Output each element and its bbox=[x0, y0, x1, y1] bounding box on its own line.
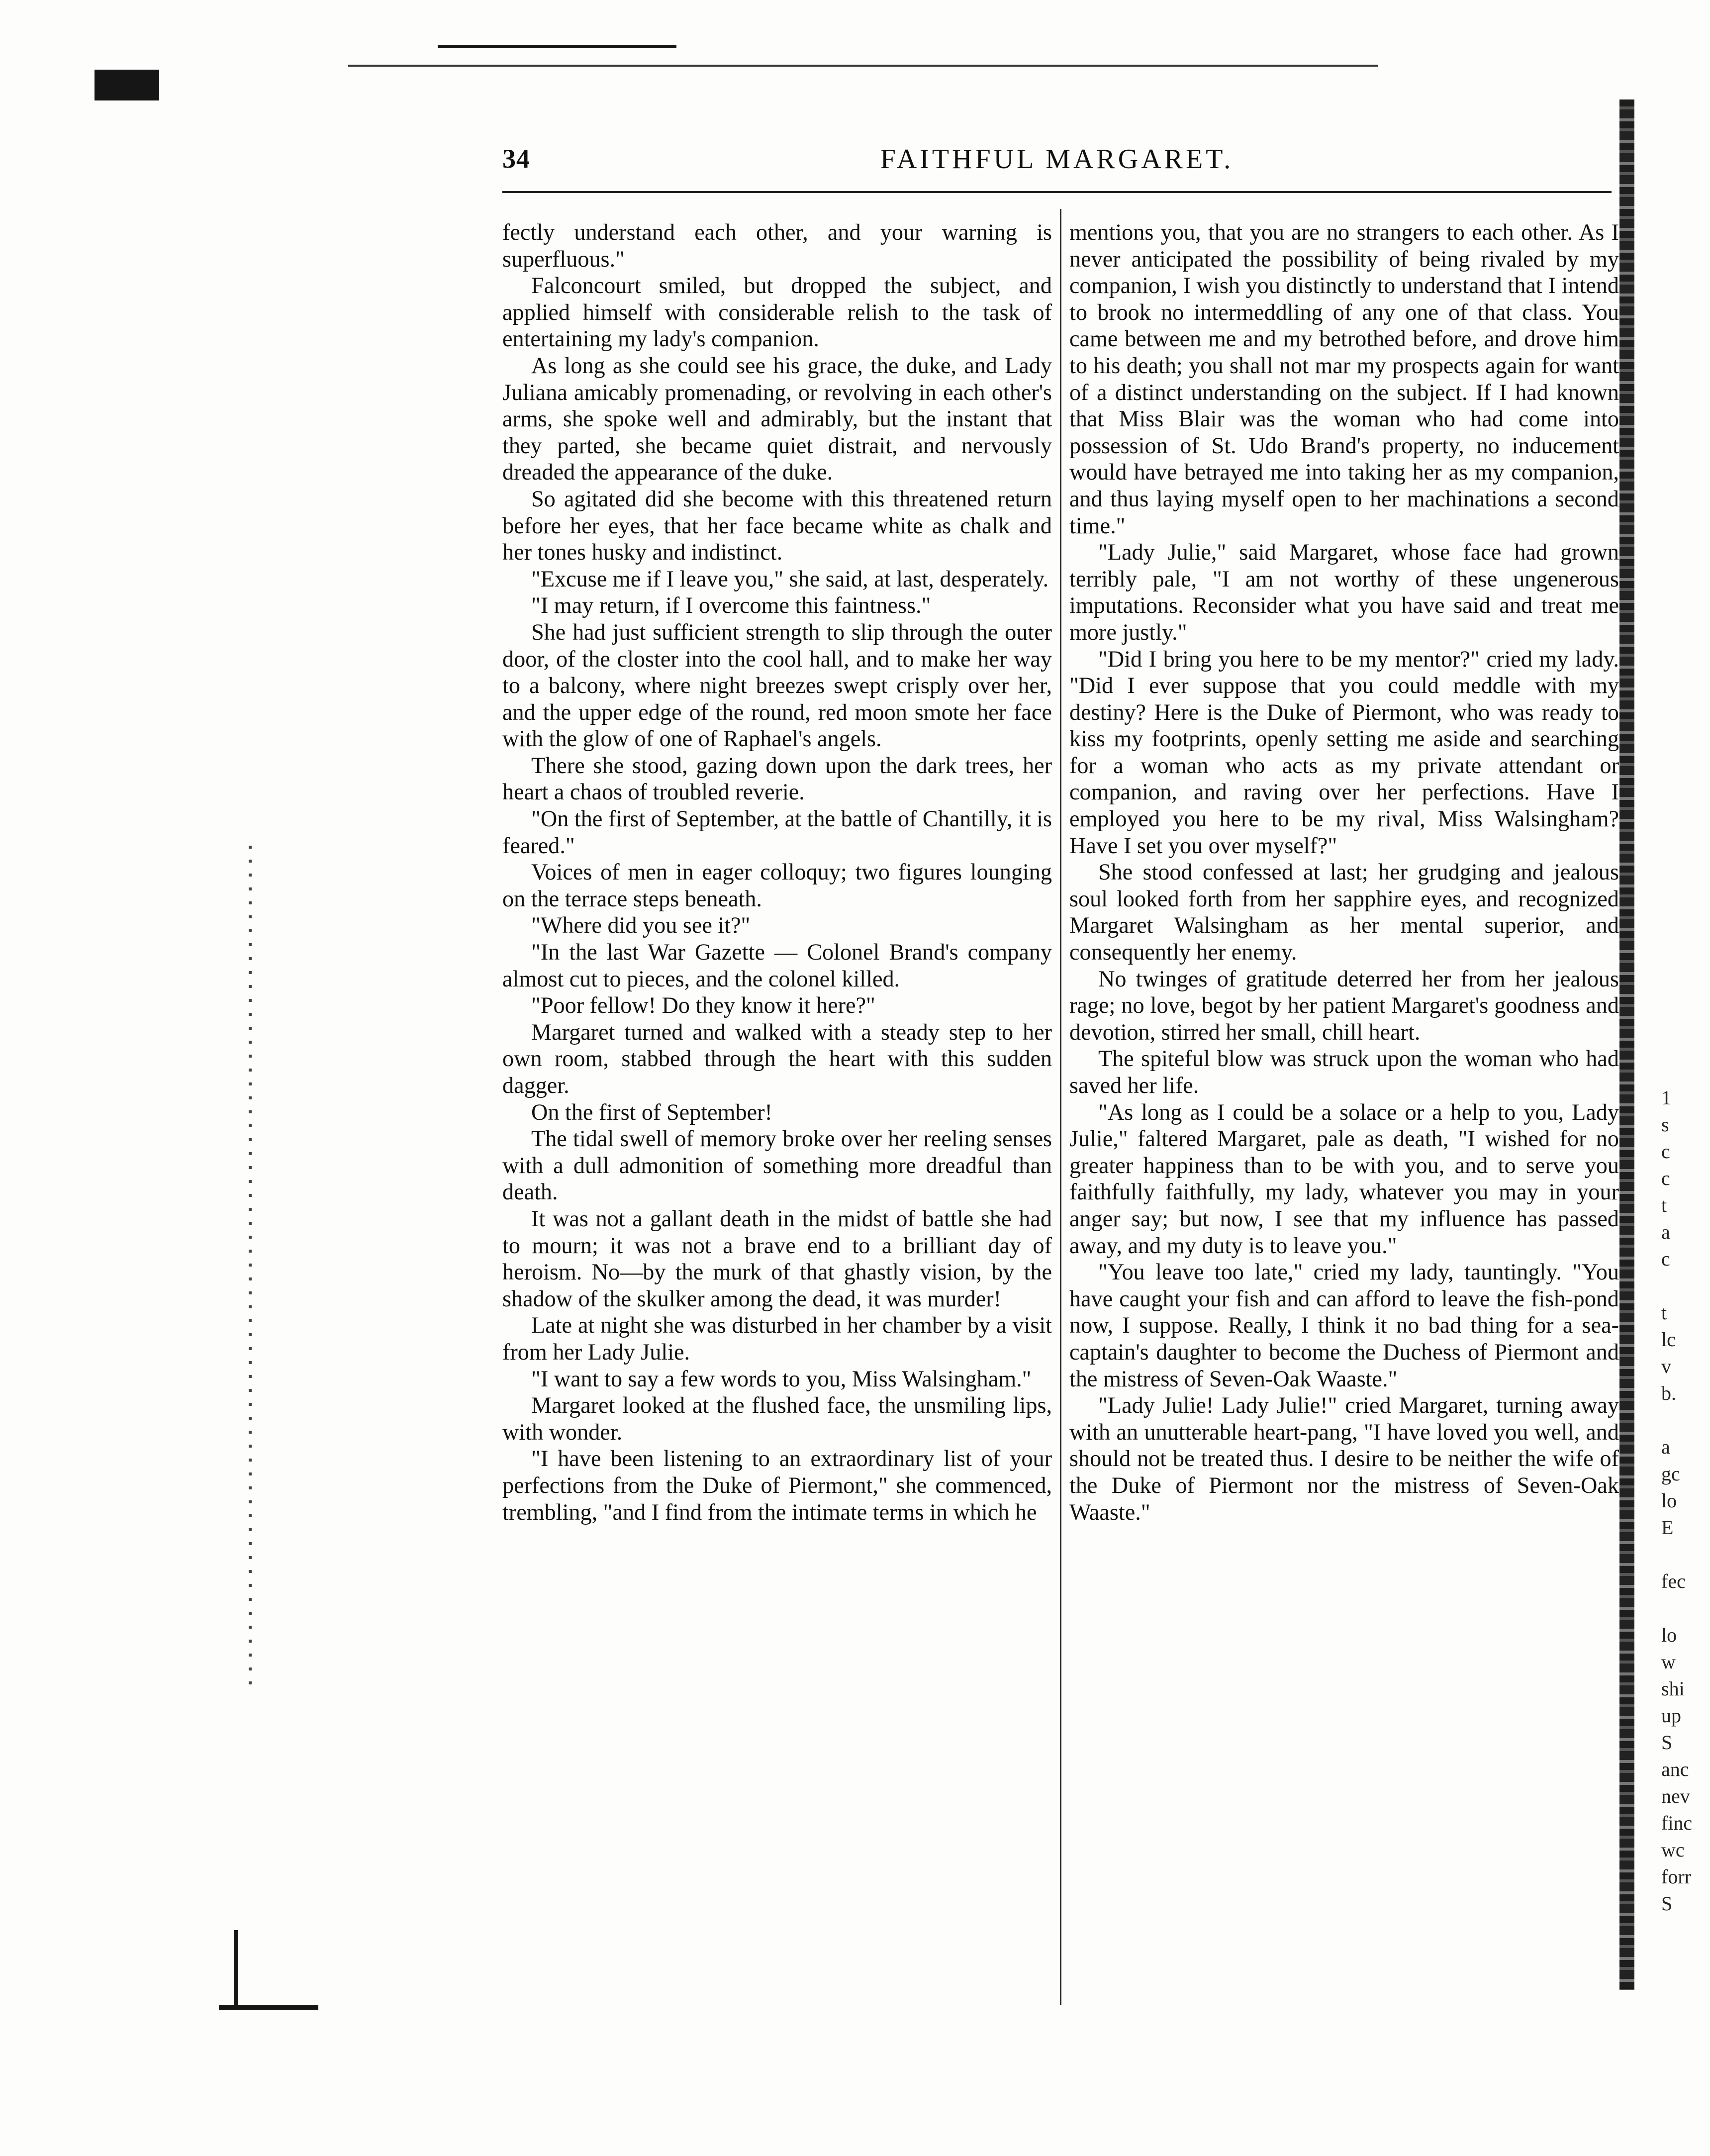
paragraph: "You leave too late," cried my lady, tauntingly. "You have caught your fish and can afford to leave the fish-pond now, I suppose. Really, I think it no bad thing for a sea-captain's daughter to become the Duchess of Piermont and the mistress of Seven-Oak Waaste." bbox=[1069, 1259, 1619, 1391]
paragraph: On the first of September! bbox=[531, 1099, 772, 1125]
bleed-fragment: w bbox=[1661, 1651, 1676, 1673]
bleed-fragment: 1 bbox=[1661, 1086, 1671, 1109]
bleed-fragment: v bbox=[1661, 1355, 1671, 1377]
bleed-fragment: c bbox=[1661, 1248, 1670, 1270]
column-divider bbox=[1060, 209, 1061, 2005]
paragraph: So agitated did she become with this threatened return before her eyes, that her face became white as chalk and her tones husky and indistinct. bbox=[502, 486, 1052, 565]
bleed-fragment: gc bbox=[1661, 1463, 1680, 1485]
bleed-fragment: a bbox=[1661, 1221, 1670, 1243]
paragraph: "On the first of September, at the battle of Chantilly, it is feared." bbox=[502, 806, 1052, 858]
scan-artifact-top-dash bbox=[438, 45, 676, 48]
bleed-fragment: shi bbox=[1661, 1677, 1685, 1700]
bleed-fragment: E bbox=[1661, 1516, 1674, 1539]
scan-artifact-top-rule bbox=[348, 65, 1378, 67]
scan-artifact-right-edge bbox=[1619, 99, 1634, 1990]
paragraph: "I may return, if I overcome this faintness." bbox=[531, 592, 931, 618]
paragraph: She had just sufficient strength to slip through the outer door, of the closter into the cool hall, and to make her way to a balcony, where night breezes swept crisply over her, and the upper edge of the round, red moon smote her face with the glow of one of Raphael's angels. bbox=[502, 619, 1052, 752]
running-title: FAITHFUL MARGARET. bbox=[880, 144, 1234, 175]
bleed-fragment: S bbox=[1661, 1731, 1673, 1754]
bleed-fragment: c bbox=[1661, 1167, 1670, 1189]
paragraph: "Lady Julie," said Margaret, whose face had grown terribly pale, "I am not worthy of these ungenerous imputations. Reconsider what you have said and treat me more justly." bbox=[1069, 539, 1619, 645]
page-header bbox=[502, 143, 1612, 186]
scan-artifact-left-dots bbox=[249, 846, 252, 1691]
bleed-fragment: b. bbox=[1661, 1382, 1676, 1404]
bleed-fragment: wc bbox=[1661, 1839, 1685, 1861]
scan-artifact-bottom-left-stem bbox=[234, 1930, 238, 2010]
bleed-fragment: t bbox=[1661, 1194, 1667, 1216]
scan-artifact-corner bbox=[95, 70, 159, 100]
paragraph: "Did I bring you here to be my mentor?" cried my lady. "Did I ever suppose that you could meddle with my destiny? Here is the Duke of Piermont, who was ready to kiss my footprints, openly setting me aside and searching for a woman who acts as my private attendant or companion, and raving over her perfections. Have I employed you here to be my rival, Miss Walsingham? Have I set you over myself?" bbox=[1069, 646, 1619, 858]
paragraph: "I want to say a few words to you, Miss Walsingham." bbox=[531, 1366, 1032, 1391]
bleed-fragment bbox=[1661, 1595, 1706, 1622]
paragraph: As long as she could see his grace, the duke, and Lady Juliana amicably promenading, or revolving in each other's arms, she spoke well and admirably, but the instant that they parted, she became quiet distrait, and nervously dreaded the appearance of the duke. bbox=[502, 352, 1052, 485]
header-rule bbox=[502, 191, 1612, 193]
paragraph: fectly understand each other, and your warning is superfluous." bbox=[502, 219, 1052, 272]
paragraph: The tidal swell of memory broke over her reeling senses with a dull admonition of something more dreadful than death. bbox=[502, 1126, 1052, 1205]
bleed-fragment: up bbox=[1661, 1704, 1681, 1727]
bleed-fragment: lo bbox=[1661, 1489, 1677, 1512]
bleed-fragment: a bbox=[1661, 1436, 1670, 1458]
bleed-fragment bbox=[1661, 1273, 1706, 1299]
paragraph: mentions you, that you are no strangers to each other. As I never anticipated the possibility of being rivaled by my companion, I wish you distinctly to understand that I intend to brook no intermeddling of any one of that class. You came between me and my betrothed before, and drove him to his death; you shall not mar my prospects again for want of a distinct understanding on the subject. If I had known that Miss Blair was the woman who had come into possession of St. Udo Brand's property, no inducement would have betrayed me into taking her as my companion, and thus laying myself open to her machinations a second time." bbox=[1069, 219, 1619, 538]
paragraph: Margaret looked at the flushed face, the unsmiling lips, with wonder. bbox=[502, 1392, 1052, 1445]
bleed-fragment: finc bbox=[1661, 1812, 1693, 1834]
bleed-through-fragments bbox=[1661, 1084, 1706, 1917]
bleed-fragment: S bbox=[1661, 1892, 1673, 1915]
paragraph: No twinges of gratitude deterred her from her jealous rage; no love, begot by her patient Margaret's goodness and devotion, stirred her small, chill heart. bbox=[1069, 966, 1619, 1045]
paragraph: The spiteful blow was struck upon the woman who had saved her life. bbox=[1069, 1046, 1619, 1098]
paragraph: "Poor fellow! Do they know it here?" bbox=[531, 992, 875, 1018]
bleed-fragment: fec bbox=[1661, 1570, 1686, 1592]
bleed-fragment: forr bbox=[1661, 1865, 1691, 1888]
bleed-fragment: lc bbox=[1661, 1328, 1676, 1351]
left-text-column bbox=[502, 219, 1052, 1525]
paragraph: There she stood, gazing down upon the dark trees, her heart a chaos of troubled reverie. bbox=[502, 752, 1052, 805]
page-number: 34 bbox=[502, 144, 530, 174]
bleed-fragment bbox=[1661, 1541, 1706, 1568]
bleed-fragment: t bbox=[1661, 1301, 1667, 1324]
paragraph: It was not a gallant death in the midst of battle she had to mourn; it was not a brave end to a brilliant day of heroism. No—by the murk of that ghastly vision, by the shadow of the skulker among the dead, it was murder! bbox=[502, 1205, 1052, 1311]
paragraph: "I have been listening to an extraordinary list of your perfections from the Duke of Piermont," she commenced, trembling, "and I find from the intimate terms in which he bbox=[502, 1446, 1052, 1525]
paragraph: Falconcourt smiled, but dropped the subject, and applied himself with considerable relish to the task of entertaining my lady's companion. bbox=[502, 273, 1052, 352]
bleed-fragment: s bbox=[1661, 1113, 1669, 1136]
paragraph: "In the last War Gazette — Colonel Brand's company almost cut to pieces, and the colonel killed. bbox=[502, 939, 1052, 991]
paragraph: "Lady Julie! Lady Julie!" cried Margaret, turning away with an unutterable heart-pang, "I have loved you well, and should not be treated thus. I desire to be neither the wife of the Duke of Piermont nor the mistress of Seven-Oak Waaste." bbox=[1069, 1392, 1619, 1525]
bleed-fragment: nev bbox=[1661, 1785, 1690, 1807]
paragraph: "As long as I could be a solace or a help to you, Lady Julie," faltered Margaret, pale as death, "I wished for no greater happiness than to be with you, and to serve you faithfully faithfully, my lady, whatever you may in your anger say; but now, I see that my influence has passed away, and my duty is to leave you." bbox=[1069, 1099, 1619, 1258]
bleed-fragment: c bbox=[1661, 1140, 1670, 1163]
paragraph: Late at night she was disturbed in her chamber by a visit from her Lady Julie. bbox=[502, 1312, 1052, 1365]
paragraph: "Where did you see it?" bbox=[531, 912, 751, 938]
bleed-fragment: lo bbox=[1661, 1624, 1677, 1646]
paragraph: Margaret turned and walked with a steady step to her own room, stabbed through the heart with this sudden dagger. bbox=[502, 1019, 1052, 1098]
bleed-fragment bbox=[1661, 1407, 1706, 1434]
paragraph: She stood confessed at last; her grudging and jealous soul looked forth from her sapphire eyes, and recognized Margaret Walsingham as her mental superior, and consequently her enemy. bbox=[1069, 859, 1619, 965]
bleed-fragment: anc bbox=[1661, 1758, 1689, 1780]
paragraph: "Excuse me if I leave you," she said, at last, desperately. bbox=[531, 566, 1049, 591]
right-text-column bbox=[1069, 219, 1619, 1525]
paragraph: Voices of men in eager colloquy; two figures lounging on the terrace steps beneath. bbox=[502, 859, 1052, 911]
